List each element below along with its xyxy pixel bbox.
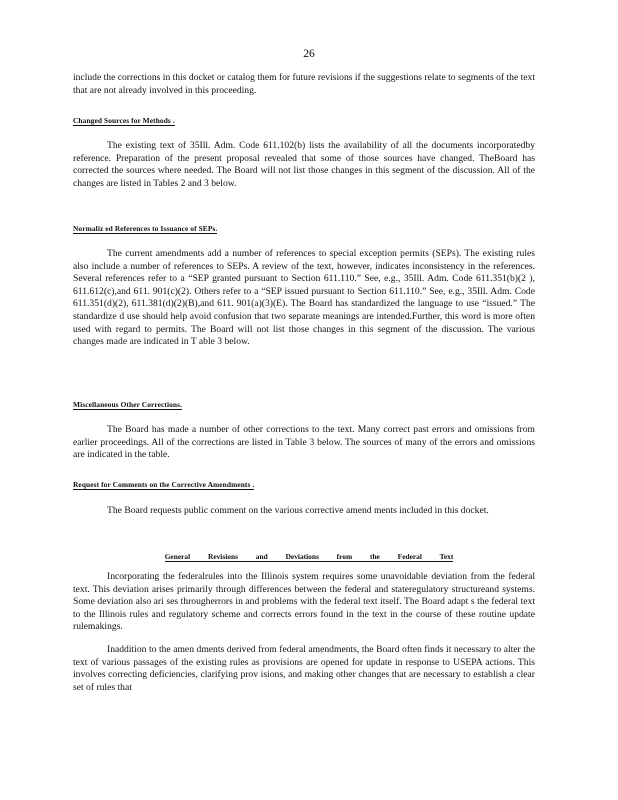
section-heading-changed-sources: Changed Sources for Methods . <box>73 116 175 125</box>
paragraph: Incorporating the federalrules into the Illinois system requires some unavoidable deviation from the federal text. This deviation arises primarily through differences between the federal and stateregulatory structureand systems. Some deviation also ari ses througherrors in and problems with the federal text itself. The Board adapt s the federal text to the Illinois rules and regulatory scheme and corrects errors found in the text in the course of these routine update rulemakings. <box>73 571 535 633</box>
section-body-changed-sources <box>73 140 535 190</box>
section-heading-general-revisions-wrap <box>0 546 618 564</box>
paragraph: The Board requests public comment on the various corrective amend ments included in this docket. <box>107 505 489 516</box>
section-body-request-comments <box>73 505 535 518</box>
paragraph: The Board has made a number of other corrections to the text. Many correct past errors and omissions from earlier proceedings. All of the corrections are listed in Table 3 below. The sources of many of the errors and omissions are indicated in the table. <box>73 424 535 461</box>
section-heading-misc-corrections: Miscellaneous Other Corrections. <box>73 400 183 409</box>
intro-paragraph: include the corrections in this docket or catalog them for future revisions if the suggestions relate to segments of the text that are not already involved in this proceeding. <box>73 72 535 96</box>
section-body-misc-corrections <box>73 424 535 462</box>
intro-paragraph-block <box>73 72 535 97</box>
paragraph: The existing text of 35Ill. Adm. Code 611.102(b) lists the availability of all the documents incorporatedby reference. Preparation of the present proposal revealed that some of those sources have changed. TheBoard has corrected the sources where needed. The Board will not list those changes in this segment of the discussion. All of the changes are listed in Tables 2 and 3 below. <box>73 140 535 189</box>
section-heading-normalized-references: Normaliz ed References to Issuance of SEPs. <box>73 224 218 233</box>
page-number: 26 <box>303 48 315 60</box>
section-body-general-revisions <box>73 571 535 694</box>
section-body-normalized-references <box>73 248 535 349</box>
paragraph: The current amendments add a number of references to special exception permits (SEPs). The existing rules also include a number of references to SEPs. A review of the text, however, indicates inconsistency in the references. Several references refer to a “SEP granted pursuant to Section 611.110.” See, e.g., 35Ill. Adm. Code 611.351(b)(2 ), 611.612(c),and 611. 901(c)(2). Others refer to a “SEP issued pursuant to Section 611.110.” See, e.g., 35Ill. Adm. Code 611.351(d)(2), 611.381(d)(2)(B),and 611. 901(a)(3)(E). The Board has standardized the language to use “issued.” The standardize d use should help avoid confusion that two separate meanings are intended.Further, this word is more often used with regard to permits. The Board will not list those changes in this segment of the discussion. The various changes made are indicated in T able 3 below. <box>73 248 535 348</box>
paragraph: Inaddition to the amen dments derived from federal amendments, the Board often finds it necessary to alter the text of various passages of the existing rules as provisions are opened for update in response to USEPA actions. This involves correcting deficiencies, clarifying prov isions, and making other changes that are necessary to establish a clear set of rules that <box>73 643 535 693</box>
section-heading-request-comments: Request for Comments on the Corrective Amendments . <box>73 480 255 489</box>
section-heading-general-revisions: General Revisions and Deviations from the Federal Text <box>164 552 454 561</box>
